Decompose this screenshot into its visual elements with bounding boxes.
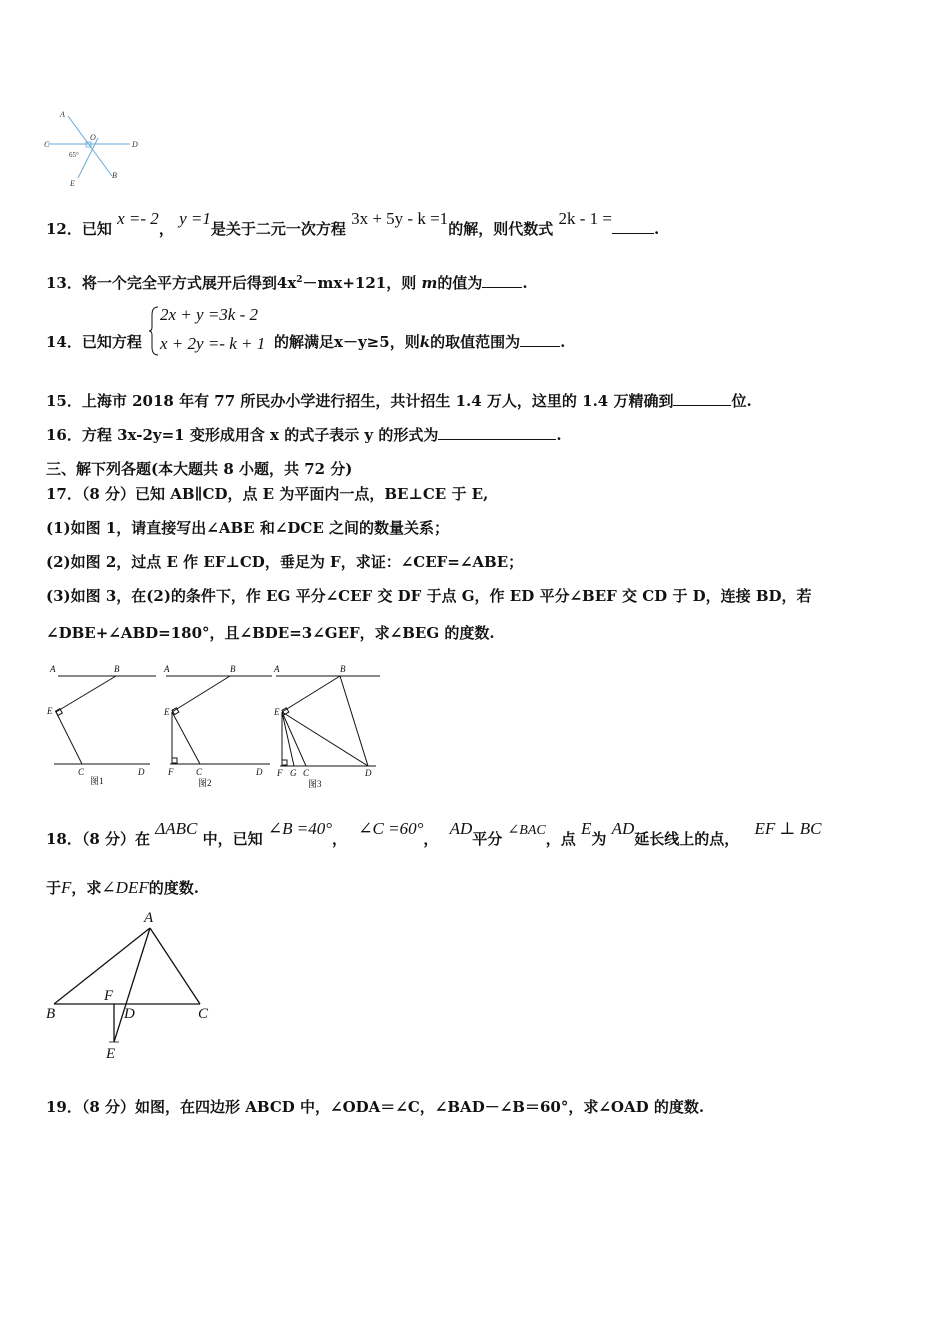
- label-a: A: [60, 110, 65, 119]
- label-b: B: [112, 171, 117, 180]
- fig3-label-d: D: [365, 768, 372, 778]
- angle-label: 65°: [69, 151, 79, 159]
- fig3-label-a: A: [274, 664, 280, 674]
- math-angle-b: ∠B =40°: [267, 819, 333, 838]
- answer-blank[interactable]: [673, 391, 731, 406]
- figure-17: [40, 660, 390, 790]
- fig1-label-d: D: [138, 767, 145, 777]
- fig18-label-b: B: [46, 1006, 56, 1022]
- section-heading: 三、解下列各题(本大题共 8 小题，共 72 分): [46, 460, 353, 478]
- fig2-label-c: C: [196, 767, 203, 777]
- math-x: x =- 2: [117, 209, 159, 228]
- math-y: y =1: [179, 209, 211, 228]
- fig1-label-e: E: [47, 706, 53, 716]
- math-ad: AD: [449, 819, 473, 838]
- math-ef-perp-bc: EF ⊥ BC: [754, 819, 822, 838]
- fig2-label-a: A: [164, 664, 170, 674]
- fig1-label-a: A: [50, 664, 56, 674]
- math-expression: 2k - 1 =: [558, 209, 612, 228]
- math-bac: ∠BAC: [507, 823, 546, 838]
- fig18-label-e: E: [106, 1046, 116, 1062]
- question-17-line1: 17．（8 分）已知 AB∥CD，点 E 为平面内一点，BE⊥CE 于 E,: [46, 485, 489, 503]
- label-e: E: [70, 179, 75, 188]
- fig3-label-f: F: [277, 768, 283, 778]
- figure-18: [42, 906, 222, 1066]
- fig3-label-b: B: [340, 664, 346, 674]
- math-triangle: ΔABC: [155, 819, 198, 838]
- question-15: 15．上海市 2018 年有 77 所民办小学进行招生，共计招生 1.4 万人，这里的 1.4 万精确到 位.: [46, 392, 752, 410]
- question-16: 16．方程 3x-2y=1 变形成用含 x 的式子表示 y 的形式为 .: [46, 426, 562, 444]
- fig18-label-a: A: [144, 910, 154, 926]
- fig2-label-e: E: [164, 707, 170, 717]
- fig3-label-c: C: [303, 768, 310, 778]
- fig2-label-d: D: [256, 767, 263, 777]
- fig3-caption: 图3: [308, 779, 322, 789]
- question-14-cont: 的解满足x－y≥5，则k的取值范围为 .: [274, 333, 566, 351]
- fig1-caption: 图1: [90, 776, 104, 786]
- question-13: 13．将一个完全平方式展开后得到$4x^2-mx+121$，则 m的值为 .: [46, 274, 528, 292]
- fig18-label-c: C: [198, 1006, 209, 1022]
- fig3-label-e: E: [274, 707, 280, 717]
- question-17-line5: ∠DBE+∠ABD=180°，且∠BDE=3∠GEF，求∠BEG 的度数.: [46, 624, 495, 642]
- answer-blank[interactable]: [438, 425, 556, 440]
- label-c: C: [44, 140, 50, 149]
- system-eq-1: 2x + y =3k - 2: [160, 305, 258, 324]
- question-19: 19．（8 分）如图，在四边形 ABCD 中，∠ODA＝∠C，∠BAD－∠B＝60°，求∠OAD 的度数.: [46, 1098, 705, 1116]
- label-d: D: [132, 140, 138, 149]
- math-angle-c: ∠C =60°: [358, 819, 424, 838]
- answer-blank[interactable]: [482, 273, 522, 288]
- fig3-label-g: G: [290, 768, 297, 778]
- fig18-label-d: D: [124, 1006, 135, 1022]
- label-o: O: [90, 133, 96, 142]
- question-18-line2: 于F，求∠DEF的度数.: [46, 878, 199, 897]
- fig2-label-b: B: [230, 664, 236, 674]
- angle-figure: [40, 108, 150, 190]
- fig2-label-f: F: [168, 767, 174, 777]
- system-eq-2: x + 2y =- k + 1: [160, 334, 266, 353]
- math-e: E: [580, 819, 592, 838]
- fig2-caption: 图2: [198, 778, 212, 788]
- answer-blank[interactable]: [612, 219, 654, 234]
- question-17-line2: (1)如图 1，请直接写出∠ABE 和∠DCE 之间的数量关系；: [46, 519, 450, 537]
- math-equation: 3x + 5y - k =1: [351, 209, 449, 228]
- brace: [148, 305, 160, 357]
- fig1-label-b: B: [114, 664, 120, 674]
- fig18-label-f: F: [104, 988, 114, 1004]
- fig1-label-c: C: [78, 767, 85, 777]
- math-ad2: AD: [611, 819, 635, 838]
- question-18: 18．（8 分）在 ΔABC 中，已知 ∠B =40°， ∠C =60°， AD平分 ∠BAC，点 E为 AD延长线上的点， EF ⊥ BC: [46, 819, 822, 848]
- answer-blank[interactable]: [520, 332, 560, 347]
- question-14: 14．已知方程: [46, 333, 142, 351]
- question-17-line3: (2)如图 2，过点 E 作 EF⊥CD，垂足为 F，求证：∠CEF=∠ABE；: [46, 553, 524, 571]
- question-17-line4: (3)如图 3，在(2)的条件下，作 EG 平分∠CEF 交 DF 于点 G，作 ED 平分∠BEF 交 CD 于 D，连接 BD，若: [46, 587, 812, 605]
- question-12: 12．已知 x =- 2， y =1是关于二元一次方程 3x + 5y - k =1的解，则代数式 2k - 1 =.: [46, 209, 660, 238]
